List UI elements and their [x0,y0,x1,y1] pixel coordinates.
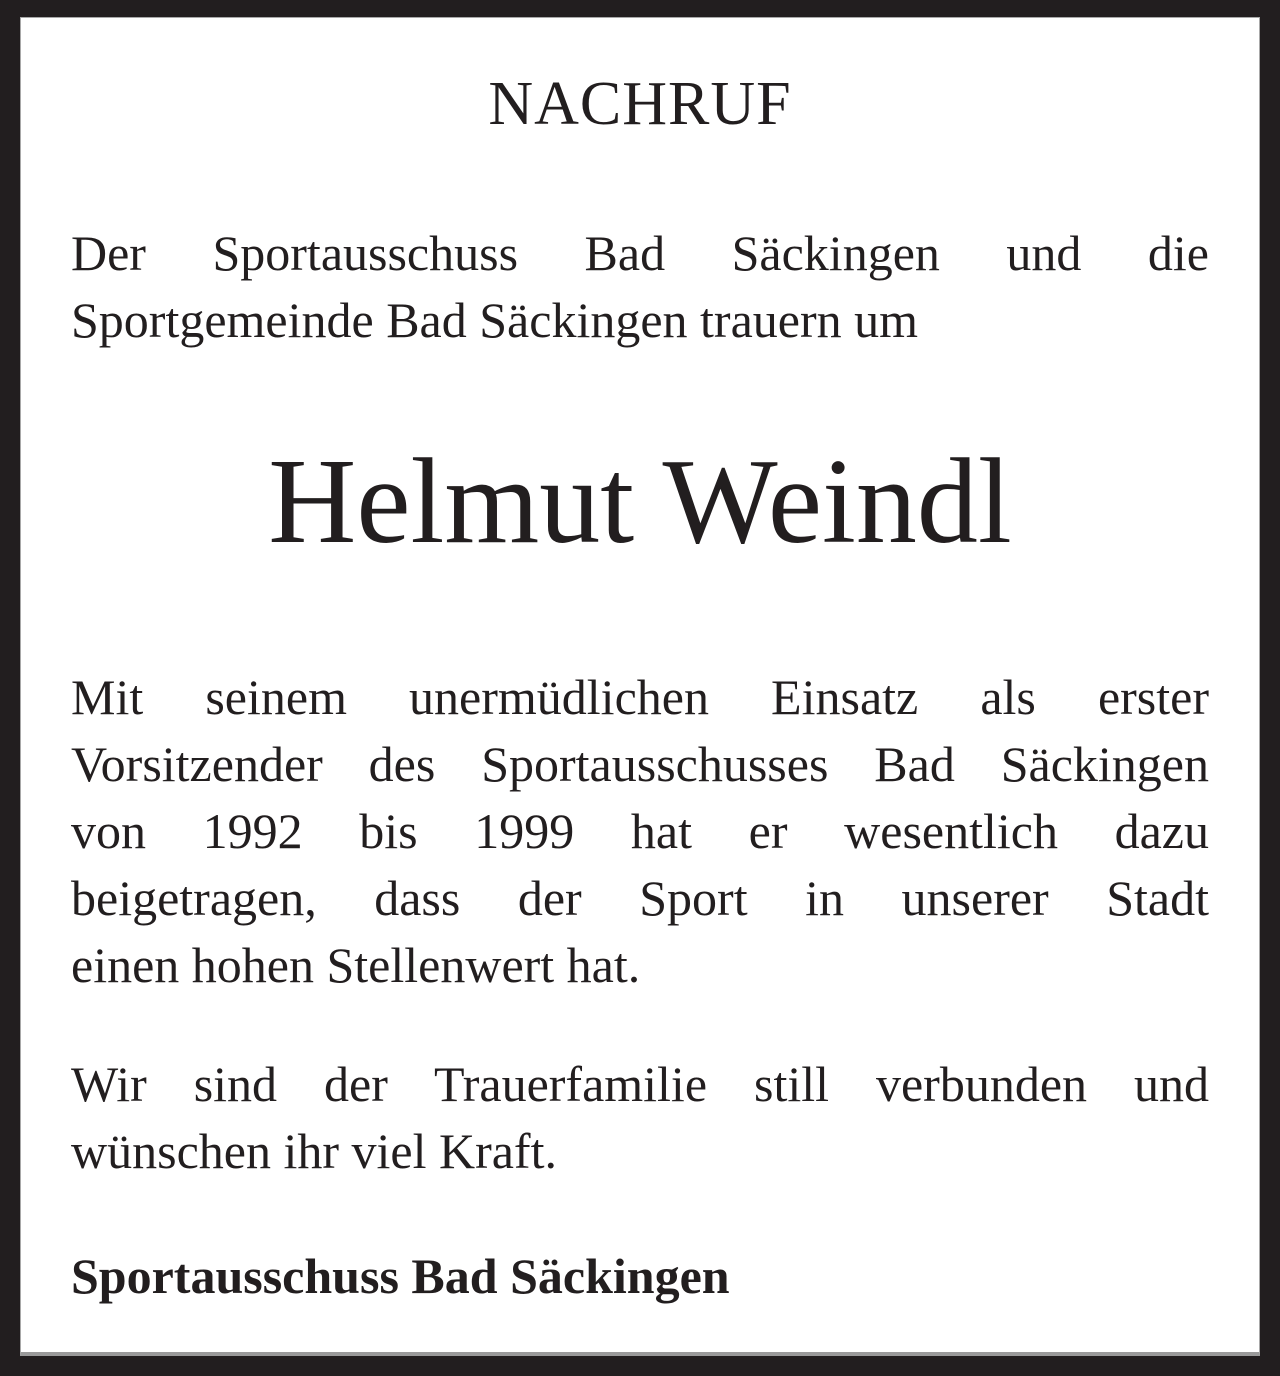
intro-paragraph [71,220,1209,354]
obituary-card [20,17,1260,1356]
body-line-1: Mit seinem unermüdlichen Einsatz als erster [71,669,1209,725]
body-line-2: Vorsitzender des Sportausschusses Bad Säckingen [71,736,1209,792]
body-paragraph [71,664,1209,999]
intro-line-2: Sportgemeinde Bad Säckingen trauern um [71,292,918,348]
closing-line-2: wünschen ihr viel Kraft. [71,1123,557,1179]
closing-paragraph [71,1051,1209,1185]
intro-line-1: Der Sportausschuss Bad Säckingen und die [71,225,1209,281]
body-line-5: einen hohen Stellenwert hat. [71,937,641,993]
body-line-4: beigetragen, dass der Sport in unserer Stadt [71,870,1209,926]
deceased-name: Helmut Weindl [268,434,1012,569]
body-line-3: von 1992 bis 1999 hat er wesentlich dazu [71,803,1209,859]
notice-title: NACHRUF [488,70,792,138]
closing-line-1: Wir sind der Trauerfamilie still verbunden und [71,1056,1209,1112]
signature: Sportausschuss Bad Säckingen [71,1248,730,1304]
